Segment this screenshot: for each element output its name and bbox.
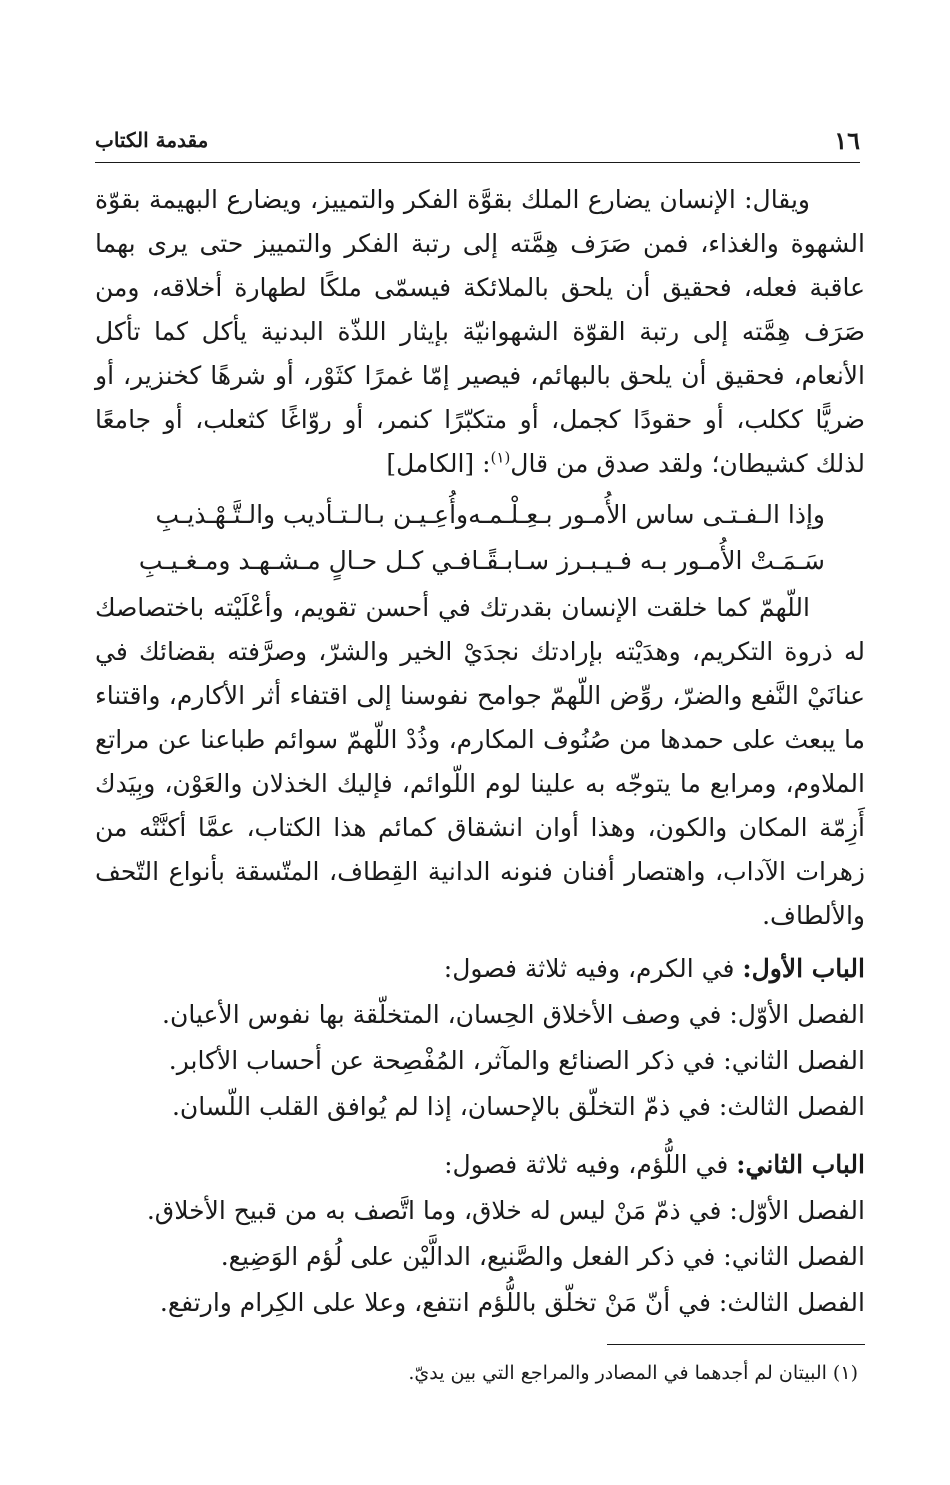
verse-first-hemistich: وإذا الـفـتـى ساس الأُمـور بـعِـلْـمـه (468, 500, 825, 529)
section-line: الفصل الثالث: في ذمّ التخلّق بالإحسان، إذا لم يُوافق القلب اللّسان. (171, 1092, 865, 1121)
paragraph-intro (95, 178, 865, 486)
chapter-heading (95, 1142, 865, 1188)
verse-first-hemistich: سَـمَـتْ الأُمـور بـه فـيـبـرز سـابـقًـا (471, 546, 825, 575)
chapter-heading (95, 946, 865, 992)
verse-second-hemistich: فـي كـل حـالٍ مـشـهـد ومـغـيـبِ (138, 546, 472, 575)
poem-verse (138, 538, 825, 584)
main-text (95, 178, 865, 1326)
section-line: الفصل الثاني: في ذكر الصنائع والمآثر، المُفْصِحة عن أحساب الأكابر. (168, 1046, 865, 1075)
paragraph-intro-text: ويقال: الإنسان يضارع الملك بقوَّة الفكر والتمييز، ويضارع البهيمة بقوّة الشهوة والغذاء، فمن صَرَف هِمَّته إلى رتبة الفكر والتمييز حتى يرى بهما عاقبة فعله، فحقيق أن يلحق بالملائكة فيسمّى ملكًا لطهارة أخلاقه، ومن صَرَف هِمَّته إلى رتبة القوّة الشهوانيّة بإيثار اللذّة البدنية يأكل كما تأكل الأنعام، فحقيق أن يلحق بالبهائم، فيصير إمّا غمرًا كثَوْر، أو شرهًا كخنزير، أو ضريًّا ككلب، أو حقودًا كجمل، أو متكبّرًا كنمر، أو روّاغًا كثعلب، أو جامعًا لذلك كشيطان؛ ولقد صدق من قال (95, 185, 865, 478)
verse-second-hemistich: وأُعِـيـن بـالـتـأديب والـتَّـهْـذيـبِ (155, 500, 469, 529)
section-line: الفصل الأوّل: في ذمّ مَنْ ليس له خلاق، وما اتَّصف به من قبيح الأخلاق. (146, 1196, 865, 1225)
section-line: الفصل الثالث: في أنّ مَنْ تخلّق باللُّؤم انتفع، وعلا على الكِرام وارتفع. (159, 1288, 865, 1317)
footnote: (١) البيتان لم أجدهما في المصادر والمراجع التي بين يديّ. (408, 1362, 858, 1384)
section-line: الفصل الأوّل: في وصف الأخلاق الحِسان، المتخلّقة بها نفوس الأعيان. (162, 1000, 865, 1029)
chapter-title: الباب الثاني: (736, 1150, 865, 1179)
chapter-subtitle: في اللُّؤم، وفيه ثلاثة فصول: (444, 1150, 729, 1179)
page-number: ١٦ (834, 126, 860, 155)
running-title: مقدمة الكتاب (95, 128, 209, 152)
running-header (95, 120, 860, 163)
section-line: الفصل الثاني: في ذكر الفعل والصَّنيع، الدالَّيْن على لُؤم الوَضِيع. (220, 1242, 865, 1271)
chapter-subtitle: في الكرم، وفيه ثلاثة فصول: (443, 954, 735, 983)
poem-verse (155, 492, 825, 538)
chapter-title: الباب الأول: (742, 954, 865, 983)
footnote-divider (607, 1344, 865, 1345)
paragraph-prayer: اللّهمّ كما خلقت الإنسان بقدرتك في أحسن تقويم، وأعْلَيْته باختصاصك له ذروة التكريم، وهدَيْته بإرادتك نجدَيْ الخير والشرّ، وصرَّفته بقضائك في عنانَيْ النَّفع والضرّ، روِّض اللّهمّ جوامح نفوسنا إلى اقتفاء أثر الأكارم، واقتناء ما يبعث على حمدها من صُنُوف المكارم، وذُدْ اللّهمّ سوائم طباعنا عن مراتع الملاوم، ومرابع ما يتوجّه به علينا لوم اللّوائم، فإليك الخذلان والعَوْن، وبِيَدك أَزِمّة المكان والكون، وهذا أوان انشقاق كمائم هذا الكتاب، عمَّا أكنَّتْه من زهرات الآداب، واهتصار أفنان فنونه الدانية القِطاف، المتّسقة بأنواع التّحف والألطاف. (95, 593, 865, 930)
meter-label: : [الكامل] (386, 449, 491, 478)
poem (138, 492, 825, 584)
footnote-marker: (١) (490, 448, 511, 467)
